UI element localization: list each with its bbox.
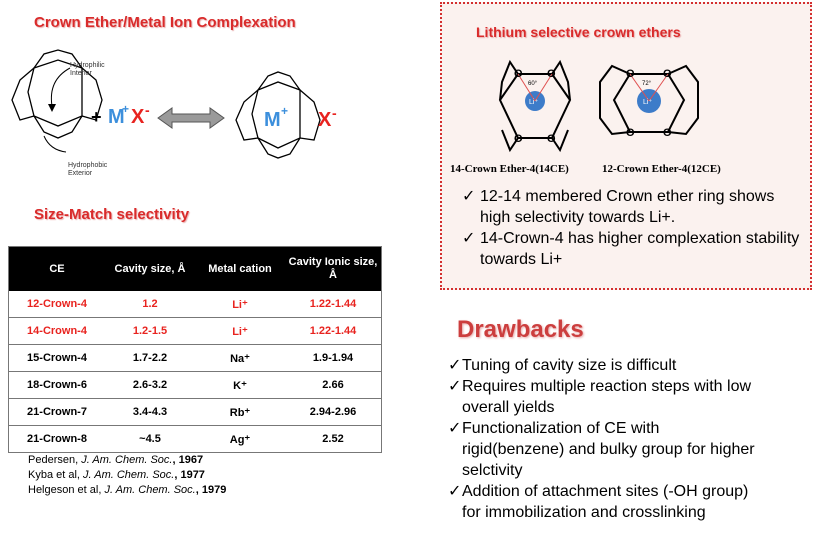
reference-item xyxy=(28,468,226,483)
cell-cavity: 3.4-4.3 xyxy=(105,399,195,426)
check-icon: ✓ xyxy=(462,188,476,205)
cell-cavity: 1.7-2.2 xyxy=(105,345,195,372)
svg-text:O: O xyxy=(547,133,556,145)
header-metal-cation: Metal cation xyxy=(195,247,285,292)
cell-ionic: 2.66 xyxy=(285,372,382,399)
list-item xyxy=(448,355,818,376)
table-row xyxy=(9,291,382,318)
table-header-row xyxy=(9,247,382,292)
list-item: ✓ 12-14 membered Crown ether ring shows high selectivity towards Li+. xyxy=(462,188,775,226)
drawback-text: Tuning of cavity size is difficult xyxy=(462,357,677,374)
cell-ce: 21-Crown-7 xyxy=(9,399,106,426)
cell-ce: 15-Crown-4 xyxy=(9,345,106,372)
header-ce: CE xyxy=(9,247,106,292)
drawback-text: Requires multiple reaction steps with low xyxy=(462,378,752,395)
drawbacks-title: Drawbacks xyxy=(457,316,584,343)
metal-charge: + xyxy=(122,102,130,116)
cell-cavity: 1.2-1.5 xyxy=(105,318,195,345)
cell-ce: 12-Crown-4 xyxy=(9,291,106,318)
drawbacks-list xyxy=(448,355,818,523)
svg-text:O: O xyxy=(626,127,635,139)
lithium-points xyxy=(462,186,807,270)
svg-text:O: O xyxy=(626,68,635,80)
list-item xyxy=(448,376,818,418)
drawback-continuation: for immobilization and crosslinking xyxy=(462,504,706,521)
table-row xyxy=(9,372,382,399)
ref-year: , 1979 xyxy=(195,484,227,496)
check-icon: ✓ xyxy=(448,378,462,395)
check-icon: ✓ xyxy=(448,483,462,500)
cell-ionic: 2.52 xyxy=(285,426,382,453)
svg-text:O: O xyxy=(663,127,672,139)
check-icon: ✓ xyxy=(448,420,462,437)
header-ionic-size: Cavity Ionic size, Å xyxy=(285,247,382,292)
table-row xyxy=(9,399,382,426)
reference-item xyxy=(28,483,226,498)
ce12-label: 12-Crown Ether-4(12CE) xyxy=(602,163,721,175)
drawback-continuation: rigid(benzene) and bulky group for higher selctivity xyxy=(462,441,755,479)
drawback-text: Functionalization of CE with xyxy=(462,420,660,437)
cell-cavity: ~4.5 xyxy=(105,426,195,453)
crown-14-structure xyxy=(500,62,570,150)
equilibrium-arrow xyxy=(158,108,224,128)
svg-text:O: O xyxy=(514,68,523,80)
ce12-ion: Li⁺ xyxy=(643,99,653,106)
ref-year: , 1967 xyxy=(172,454,204,466)
metal-symbol: M xyxy=(108,106,125,128)
cell-cation: Li⁺ xyxy=(195,318,285,345)
check-icon: ✓ xyxy=(448,357,462,374)
anion-charge: - xyxy=(145,102,150,118)
cell-cation: K⁺ xyxy=(195,372,285,399)
drawback-continuation: overall yields xyxy=(462,399,555,416)
ref-authors: Helgeson et al, xyxy=(28,484,105,496)
ref-journal: J. Am. Chem. Soc. xyxy=(81,454,173,466)
ce14-ion: Li⁺ xyxy=(529,99,539,106)
list-item xyxy=(448,481,818,523)
ce14-label: 14-Crown Ether-4(14CE) xyxy=(450,163,569,175)
list-item xyxy=(448,418,818,481)
drawback-text: Addition of attachment sites (-OH group) xyxy=(462,483,749,500)
ref-authors: Pedersen, xyxy=(28,454,82,466)
hydrophilic-arrow xyxy=(51,68,70,106)
ref-journal: J. Am. Chem. Soc. xyxy=(104,484,196,496)
anion-symbol: X xyxy=(131,106,145,128)
ref-authors: Kyba et al, xyxy=(28,469,84,481)
table-row xyxy=(9,345,382,372)
table-row xyxy=(9,318,382,345)
complexation-title: Crown Ether/Metal Ion Complexation xyxy=(34,14,296,31)
cavity-size-table xyxy=(8,246,382,453)
cell-ionic: 1.22-1.44 xyxy=(285,291,382,318)
cell-cation: Na⁺ xyxy=(195,345,285,372)
reference-item xyxy=(28,453,226,468)
cell-cation: Rb⁺ xyxy=(195,399,285,426)
complex-metal-symbol: M xyxy=(264,109,281,131)
lithium-title: Lithium selective crown ethers xyxy=(476,24,681,40)
check-icon: ✓ xyxy=(462,230,476,247)
hydrophobic-label: Hydrophobic Exterior xyxy=(68,162,108,177)
cell-ionic: 2.94-2.96 xyxy=(285,399,382,426)
svg-text:O: O xyxy=(547,68,556,80)
cell-ionic: 1.22-1.44 xyxy=(285,318,382,345)
complexation-diagram xyxy=(0,40,430,190)
product-anion-symbol: X xyxy=(318,109,332,131)
cell-cavity: 2.6-3.2 xyxy=(105,372,195,399)
references xyxy=(28,453,226,498)
ref-journal: J. Am. Chem. Soc. xyxy=(83,469,175,481)
cell-cavity: 1.2 xyxy=(105,291,195,318)
hydrophilic-label: Hydrophilic Interior xyxy=(70,62,105,77)
cell-cation: Ag⁺ xyxy=(195,426,285,453)
ce14-angle: 60° xyxy=(528,81,538,87)
product-anion-charge: - xyxy=(332,105,337,121)
lithium-crown-structures xyxy=(480,52,800,160)
header-cavity-size: Cavity size, Å xyxy=(105,247,195,292)
cell-ce: 21-Crown-8 xyxy=(9,426,106,453)
plus-sign: + xyxy=(91,107,102,127)
ce12-angle: 72° xyxy=(642,81,652,87)
cell-cation: Li⁺ xyxy=(195,291,285,318)
svg-text:O: O xyxy=(663,68,672,80)
cell-ionic: 1.9-1.94 xyxy=(285,345,382,372)
hydrophobic-arrow xyxy=(44,136,66,152)
cell-ce: 18-Crown-6 xyxy=(9,372,106,399)
cell-ce: 14-Crown-4 xyxy=(9,318,106,345)
complex-metal-charge: + xyxy=(281,104,289,118)
svg-text:O: O xyxy=(514,133,523,145)
list-item: ✓ 14-Crown-4 has higher complexation stability towards Li+ xyxy=(462,230,800,268)
size-match-title: Size-Match selectivity xyxy=(34,206,190,223)
table-row xyxy=(9,426,382,453)
ref-year: , 1977 xyxy=(174,469,205,481)
